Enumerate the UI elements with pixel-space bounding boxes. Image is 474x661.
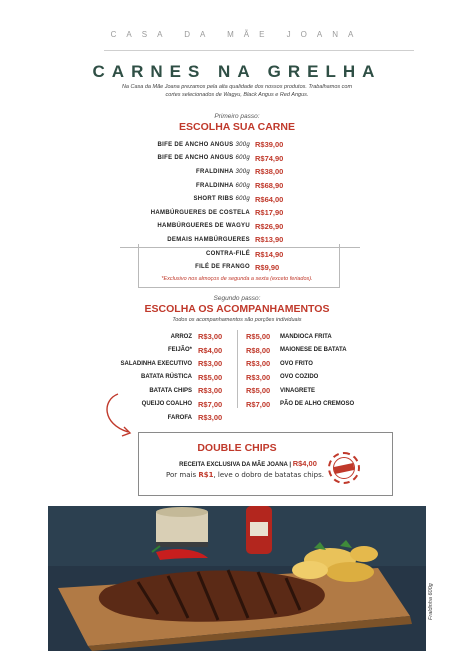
meat-list — [120, 138, 360, 274]
side-item — [100, 344, 230, 358]
menu-item — [120, 233, 360, 247]
item-name: BIFE DE ANCHO ANGUS 300g — [157, 141, 250, 148]
side-item — [100, 371, 230, 385]
item-price: R$68,90 — [255, 181, 284, 191]
side-item — [100, 357, 230, 371]
item-price: R$7,00 — [246, 399, 271, 409]
item-price: R$74,90 — [255, 153, 284, 163]
item-name: HAMBÚRGUERES DE COSTELA — [150, 209, 250, 216]
menu-item — [120, 179, 360, 193]
menu-item — [120, 260, 360, 274]
double-chips-recipe: RECEITA EXCLUSIVA DA MÃE JOANA | R$4,00 — [179, 459, 317, 468]
item-price: R$8,00 — [246, 345, 271, 355]
stamp-band — [333, 462, 354, 473]
side-item — [246, 357, 386, 371]
menu-item — [120, 165, 360, 179]
item-price: R$4,00 — [198, 345, 223, 355]
item-price: R$17,90 — [255, 208, 284, 218]
item-name: PÃO DE ALHO CREMOSO — [280, 401, 355, 408]
item-price: R$3,00 — [198, 413, 223, 423]
item-name: OVO FRITO — [280, 360, 313, 367]
item-name: BIFE DE ANCHO ANGUS 600g — [157, 155, 250, 162]
item-price: R$3,00 — [246, 372, 271, 382]
item-name: DEMAIS HAMBÚRGUERES — [167, 236, 250, 243]
step1-heading: ESCOLHA SUA CARNE — [179, 121, 295, 133]
double-chips-offer: Por mais R$1, leve o dobro de batatas chips. — [166, 471, 324, 479]
item-price: R$3,00 — [246, 359, 271, 369]
item-name: OVO COZIDO — [280, 374, 319, 381]
item-price: R$26,90 — [255, 221, 284, 231]
steak-illustration — [48, 506, 426, 651]
item-name: FILÉ DE FRANGO — [195, 264, 250, 271]
stamp-ring — [333, 457, 355, 479]
item-name: FEIJÃO* — [167, 347, 192, 354]
side-item — [246, 330, 386, 344]
lunch-note: *Exclusivo nos almoços de segunda a sexta (exceto feriados). — [161, 276, 313, 282]
item-price: R$64,00 — [255, 194, 284, 204]
item-name: FAROFA — [167, 414, 192, 421]
double-chips-title: DOUBLE CHIPS — [197, 442, 277, 454]
step2-note: Todos os acompanhamentos são porções individuais — [172, 317, 302, 323]
item-name: FRALDINHA 300g — [195, 168, 250, 175]
side-item — [246, 371, 386, 385]
item-name: FRALDINHA 600g — [195, 182, 250, 189]
page-title: CARNES NA GRELHA — [92, 62, 382, 81]
item-name: MANDIOCA FRITA — [280, 333, 332, 340]
sides-divider — [237, 330, 238, 408]
item-price: R$5,00 — [246, 386, 271, 396]
item-price: R$13,90 — [255, 235, 284, 245]
step2-heading: ESCOLHA OS ACOMPANHAMENTOS — [144, 303, 330, 315]
menu-item — [120, 247, 360, 261]
item-name: SALADINHA EXECUTIVO — [120, 360, 192, 367]
item-name: BATATA CHIPS — [149, 387, 192, 394]
item-price: R$14,90 — [255, 249, 284, 259]
menu-item — [120, 192, 360, 206]
item-price: R$7,00 — [198, 399, 223, 409]
item-price: R$3,00 — [198, 386, 223, 396]
step2-label: Segundo passo: — [213, 295, 261, 302]
recipe-stamp-logo — [328, 452, 360, 484]
sides-right-list — [246, 330, 386, 411]
side-item — [246, 398, 386, 412]
photo-caption: Fraldinha 600g — [428, 583, 434, 620]
item-price: R$9,90 — [255, 262, 280, 272]
brand-name: CASA DA MÃE JOANA — [110, 30, 364, 39]
intro-text: Na Casa da Mãe Joana prezamos pela alta qualidade dos nossos produtos. Trabalhamos com cortes selecionados de Wagyu, Black Angus e Red Angus. — [121, 84, 353, 98]
item-name: BATATA RÚSTICA — [141, 374, 192, 381]
side-item — [100, 330, 230, 344]
side-item — [246, 344, 386, 358]
item-price: R$5,00 — [246, 332, 271, 342]
item-name: QUEIJO COALHO — [141, 401, 192, 408]
menu-item — [120, 206, 360, 220]
step1-label: Primeiro passo: — [214, 113, 260, 120]
item-name: CONTRA-FILÉ — [206, 251, 250, 258]
item-name: SHORT RIBS 600g — [193, 196, 250, 203]
item-price: R$38,00 — [255, 167, 284, 177]
item-price: R$3,00 — [198, 359, 223, 369]
item-name: MAIONESE DE BATATA — [280, 347, 347, 354]
item-name: HAMBÚRGUERES DE WAGYU — [157, 223, 250, 230]
item-price: R$3,00 — [198, 332, 223, 342]
item-name: ARROZ — [170, 333, 192, 340]
top-divider — [104, 50, 414, 51]
item-price: R$5,00 — [198, 372, 223, 382]
menu-item — [120, 152, 360, 166]
menu-item — [120, 138, 360, 152]
item-name: VINAGRETE — [280, 387, 316, 394]
steak-photo — [48, 506, 426, 651]
menu-item — [120, 220, 360, 234]
side-item — [246, 384, 386, 398]
item-price: R$39,00 — [255, 140, 284, 150]
